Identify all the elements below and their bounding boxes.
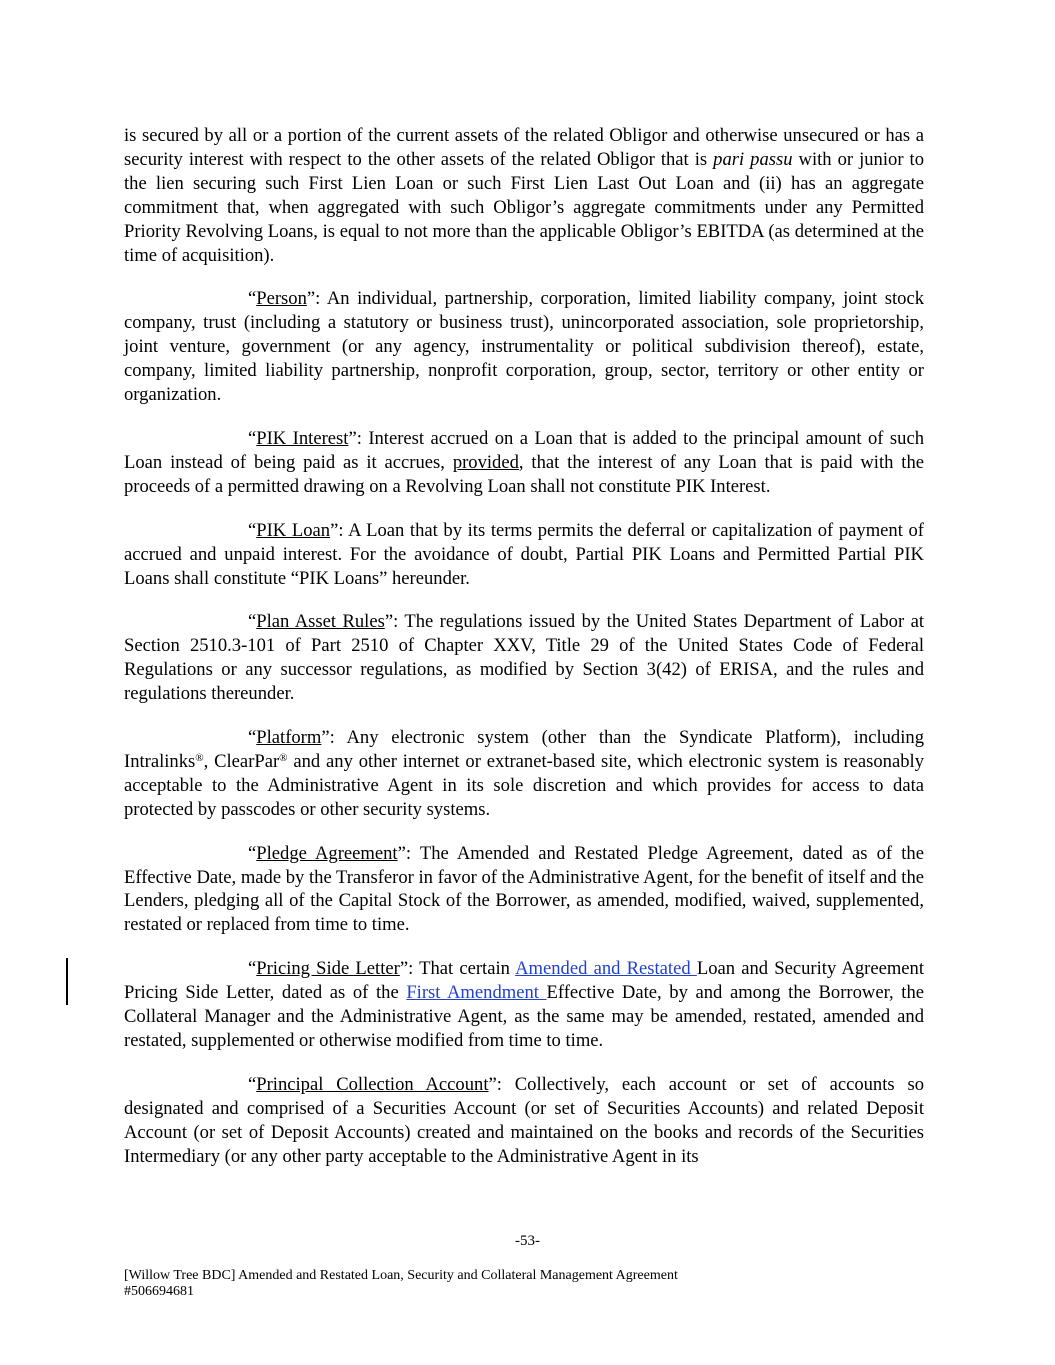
definition-principal-collection-account: “Principal Collection Account”: Collectively, each account or set of accounts so designated and comprised of a Securities Account (or set of Securities Accounts) and related Deposit Account (or set of Deposit Accounts) created and maintained on the books and records of the Securities Intermediary (or any other party acceptable to the Administrative Agent in its <box>124 1073 925 1167</box>
definition-pricing-side-letter: “Pricing Side Letter”: That certain Amended and Restated Loan and Security Agreement Pricing Side Letter, dated as of the First Amendment Effective Date, by and among the Borrower, the Collateral Manager and the Administrative Agent, as the same may be amended, restated, amended and restated, supplemented or otherwise modified from time to time. <box>124 958 925 1051</box>
defined-term: Plan Asset Rules <box>256 611 385 633</box>
footer-doc-id: #506694681 <box>124 1284 194 1299</box>
page-number: -53- <box>515 1233 540 1249</box>
definition-pik-loan: “PIK Loan”: A Loan that by its terms permits the deferral or capitalization of payment of accrued and unpaid interest. For the avoidance of doubt, Partial PIK Loans and Permitted Partial PIK Loans shall constitute “PIK Loans” hereunder. <box>124 519 924 589</box>
intro-paragraph: is secured by all or a portion of the current assets of the related Obligor and otherwise unsecured or has a security interest with respect to the other assets of the related Obligor that is pari passu with or junior to the lien securing such First Lien Loan or such First Lien Last Out Loan and (ii) has an aggregate commitment that, when aggregated with such Obligor’s aggregate commitments under any Permitted Priority Revolving Loans, is equal to not more than the applicable Obligor’s EBITDA (as determined at the time of acquisition). <box>124 125 924 266</box>
inserted-text-first-amendment[interactable]: First Amendment <box>406 982 547 1004</box>
document-body <box>124 124 924 1189</box>
provided-keyword: provided <box>452 451 519 473</box>
footer-title: [Willow Tree BDC] Amended and Restated Loan, Security and Collateral Management Agreement <box>124 1268 678 1283</box>
registered-mark: ® <box>195 751 204 764</box>
document-footer <box>124 1268 678 1300</box>
definition-plan-asset-rules: “Plan Asset Rules”: The regulations issued by the United States Department of Labor at Section 2510.3-101 of Part 2510 of Chapter XXV, Title 29 of the United States Code of Federal Regulations or any successor regulations, as modified by Section 3(42) of ERISA, and the rules and regulations thereunder. <box>124 611 925 705</box>
inserted-text-amended-restated[interactable]: Amended and Restated <box>515 958 697 980</box>
definition-pledge-agreement: “Pledge Agreement”: The Amended and Restated Pledge Agreement, dated as of the Effective Date, made by the Transferor in favor of the Administrative Agent, for the benefit of itself and the Lenders, pledging all of the Capital Stock of the Borrower, as amended, modified, waived, supplemented, restated or replaced from time to time. <box>124 842 924 936</box>
defined-term: Principal Collection Account <box>256 1073 489 1095</box>
defined-term: Pledge Agreement <box>256 842 398 864</box>
defined-term: PIK Loan <box>256 519 331 541</box>
defined-term: PIK Interest <box>256 427 349 449</box>
registered-mark: ® <box>279 751 288 764</box>
definition-platform: “Platform”: Any electronic system (other than the Syndicate Platform), including Intralinks®, ClearPar® and any other internet or extranet-based site, which electronic system is reasonably acceptable to the Administrative Agent in its sole discretion and which provides for access to data protected by passcodes or other security systems. <box>124 727 924 820</box>
italic-phrase: pari passu <box>713 148 793 170</box>
defined-term: Pricing Side Letter <box>256 958 400 980</box>
revision-change-bar <box>66 958 68 1005</box>
definition-pik-interest: “PIK Interest”: Interest accrued on a Loan that is added to the principal amount of such Loan instead of being paid as it accrues, provided, that the interest of any Loan that is paid with the proceeds of a permitted drawing on a Revolving Loan shall not constitute PIK Interest. <box>124 427 925 497</box>
defined-term: Person <box>256 288 307 310</box>
defined-term: Platform <box>256 727 322 749</box>
definition-person: “Person”: An individual, partnership, corporation, limited liability company, joint stock company, trust (including a statutory or business trust), unincorporated association, sole proprietorship, joint venture, government (or any agency, instrumentality or political subdivision thereof), estate, company, limited liability partnership, nonprofit corporation, group, sector, territory or other entity or organization. <box>124 288 924 406</box>
